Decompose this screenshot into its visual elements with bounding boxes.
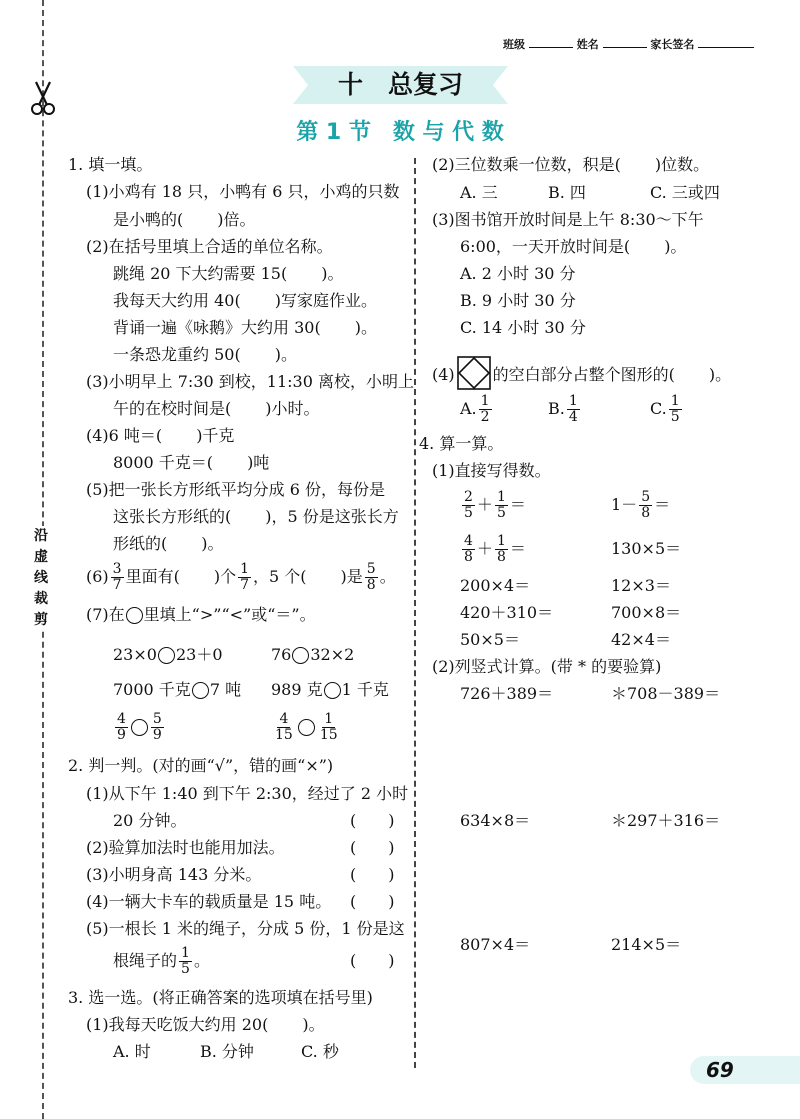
compare-circle[interactable]	[298, 719, 315, 736]
calc-r4-left: 420＋310＝	[460, 603, 554, 622]
q1-p1-line2: 是小鸭的( )倍。	[113, 210, 256, 229]
q3-s1: (1)我每天吃饭大约用 20( )。	[86, 1015, 325, 1034]
calc-r1-left: $\frac{2}{5}$ ＋ $\frac{1}{5}$ ＝	[464, 489, 526, 521]
vertical-calc-4: ＊297＋316＝	[611, 811, 721, 830]
compare-circle[interactable]	[292, 647, 309, 664]
q1-p5-line1: (5)把一张长方形纸平均分成 6 份，每份是	[86, 480, 386, 499]
name-label: 姓名	[576, 38, 599, 51]
compare-4: 989 克 1 千克	[271, 680, 389, 699]
q1-p2-line2: 我每天大约用 40( )写家庭作业。	[113, 291, 377, 310]
compare-circle[interactable]	[158, 647, 175, 664]
q1-p7: (7)在 里填上“>”“<”或“＝”。	[86, 605, 316, 624]
parent-label: 家长签名	[650, 38, 695, 51]
fraction: $\frac{1}{7}$	[240, 561, 250, 593]
square-diamond-icon	[457, 356, 491, 395]
fraction: $\frac{4}{8}$	[464, 533, 473, 565]
fraction: $\frac{1}{4}$	[568, 393, 578, 425]
q1-p5-line3: 形纸的( )。	[113, 534, 224, 553]
vertical-calc-6: 214×5＝	[611, 935, 682, 954]
q1-p2-line1: 跳绳 20 下大约需要 15( )。	[113, 264, 344, 283]
q3-s1-opt-c[interactable]: C. 秒	[301, 1042, 339, 1061]
judge-blank[interactable]: ( )	[350, 838, 395, 857]
q1-p3-line2: 午的在校时间是( )小时。	[113, 399, 320, 418]
fraction: $\frac{5}{8}$	[641, 489, 651, 521]
fraction: $\frac{1}{15}$	[319, 711, 338, 743]
calc-r2-right: 130×5＝	[611, 539, 682, 558]
q2-i2: (2)验算加法时也能用加法。	[86, 838, 285, 857]
fraction: $\frac{5}{8}$	[366, 561, 376, 593]
compare-5	[113, 712, 166, 743]
compare-3: 7000 千克 7 吨	[113, 680, 242, 699]
q2-i4: (4)一辆大卡车的载质量是 15 吨。	[86, 892, 332, 911]
q4-p1: (1)直接写得数。	[432, 461, 551, 480]
class-label: 班级	[503, 38, 525, 51]
circle-icon	[126, 607, 143, 624]
vertical-calc-5: 807×4＝	[460, 935, 531, 954]
vertical-calc-2: ＊708－389＝	[611, 684, 721, 703]
compare-2: 76 32×2	[271, 645, 355, 664]
calc-r5-right: 42×4＝	[611, 630, 671, 649]
calc-r4-right: 700×8＝	[611, 603, 682, 622]
q3-s2: (2)三位数乘一位数，积是( )位数。	[432, 155, 710, 174]
q3-s3-opt-b[interactable]: B. 9 小时 30 分	[460, 291, 576, 310]
q3-s2-opt-b[interactable]: B. 四	[548, 183, 586, 202]
compare-6	[271, 712, 342, 743]
compare-1: 23×0 23＋0	[113, 645, 223, 664]
calc-r3-right: 12×3＝	[611, 576, 671, 595]
fraction: $\frac{5}{9}$	[152, 711, 162, 743]
page-title: 十 总复习	[337, 70, 463, 99]
q3-s4-opt-a[interactable]: A. $\frac{1}{2}$	[460, 393, 490, 425]
q2-i1-line2: 20 分钟。	[113, 811, 187, 830]
q4-title: 4. 算一算。	[419, 434, 504, 453]
calc-r1-right: 1－ $\frac{5}{8}$ ＝	[611, 489, 671, 521]
column-divider	[414, 158, 416, 1068]
q2-i1-line1: (1)从下午 1:40 到下午 2:30，经过了 2 小时	[86, 784, 409, 803]
q3-s1-opt-a[interactable]: A. 时	[113, 1042, 151, 1061]
q2-i5-line1: (5)一根长 1 米的绳子，分成 5 份，1 份是这	[86, 919, 405, 938]
compare-circle[interactable]	[324, 682, 341, 699]
q1-title: 1. 填一填。	[68, 155, 153, 174]
q2-title: 2. 判一判。(对的画“√”，错的画“×”)	[68, 756, 334, 775]
q1-p2-line3: 背诵一遍《咏鹅》大约用 30( )。	[113, 318, 377, 337]
q1-p5-line2: 这张长方形纸的( )，5 份是这张长方	[113, 507, 399, 526]
judge-blank[interactable]: ( )	[350, 892, 395, 911]
page-number: 69	[706, 1058, 734, 1082]
q3-s4-opt-c[interactable]: C. $\frac{1}{5}$	[650, 393, 680, 425]
vertical-calc-3: 634×8＝	[460, 811, 531, 830]
fraction: $\frac{4}{9}$	[117, 711, 126, 743]
fraction: $\frac{1}{5}$	[670, 393, 680, 425]
q3-s3-line2: 6:00，一天开放时间是( )。	[460, 237, 687, 256]
section-title: 第 1 节 数 与 代 数	[296, 120, 504, 145]
fraction: $\frac{1}{8}$	[496, 533, 506, 565]
vertical-calc-1: 726＋389＝	[460, 684, 554, 703]
q3-s4-opt-b[interactable]: B. $\frac{1}{4}$	[548, 393, 578, 425]
q2-i3: (3)小明身高 143 分米。	[86, 865, 262, 884]
compare-circle[interactable]	[131, 719, 148, 736]
calc-r3-left: 200×4＝	[460, 576, 531, 595]
judge-blank[interactable]: ( )	[350, 951, 395, 970]
q1-p4-line2: 8000 千克＝( )吨	[113, 453, 270, 472]
q1-p1-line1: (1)小鸡有 18 只，小鸭有 6 只，小鸡的只数	[86, 182, 400, 201]
calc-r2-left: $\frac{4}{8}$ ＋ $\frac{1}{8}$ ＝	[464, 533, 526, 565]
q1-p6: (6) $\frac{3}{7}$ 里面有( )个 $\frac{1}{7}$ ，5 个( )是 $\frac{5}{8}$ 。	[86, 561, 396, 593]
q3-s3-opt-c[interactable]: C. 14 小时 30 分	[460, 318, 586, 337]
fraction: $\frac{1}{5}$	[496, 489, 506, 521]
fraction: $\frac{3}{7}$	[112, 561, 122, 593]
scissors-icon	[30, 80, 56, 120]
fraction: $\frac{1}{2}$	[480, 393, 490, 425]
judge-blank[interactable]: ( )	[350, 811, 395, 830]
q3-s4: (4) 的空白部分占整个图形的( )。	[432, 356, 731, 395]
parent-field[interactable]	[698, 47, 754, 48]
q3-s2-opt-a[interactable]: A. 三	[460, 183, 498, 202]
q3-s1-opt-b[interactable]: B. 分钟	[200, 1042, 254, 1061]
compare-circle[interactable]	[192, 682, 209, 699]
fraction: $\frac{1}{5}$	[181, 945, 190, 977]
calc-r5-left: 50×5＝	[460, 630, 520, 649]
q4-p2: (2)列竖式计算。(带 * 的要验算)	[432, 657, 662, 676]
q3-title: 3. 选一选。(将正确答案的选项填在括号里)	[68, 988, 373, 1007]
judge-blank[interactable]: ( )	[350, 865, 395, 884]
cut-instruction: 沿虚线裁剪	[34, 526, 52, 631]
class-field[interactable]	[529, 47, 573, 48]
q3-s2-opt-c[interactable]: C. 三或四	[650, 183, 720, 202]
q2-i5-line2: 根绳子的 $\frac{1}{5}$ 。	[113, 945, 210, 977]
q3-s3-opt-a[interactable]: A. 2 小时 30 分	[460, 264, 576, 283]
q1-p4-line1: (4)6 吨＝( )千克	[86, 426, 235, 445]
header-fields	[503, 36, 754, 52]
fraction: $\frac{4}{15}$	[275, 711, 293, 743]
q1-p2-line4: 一条恐龙重约 50( )。	[113, 345, 297, 364]
q1-p3-line1: (3)小明早上 7:30 到校，11:30 离校，小明上	[86, 372, 414, 391]
fraction: $\frac{2}{5}$	[464, 489, 473, 521]
name-field[interactable]	[603, 47, 647, 48]
q3-s3-line1: (3)图书馆开放时间是上午 8:30～下午	[432, 210, 704, 229]
q1-p2: (2)在括号里填上合适的单位名称。	[86, 237, 333, 256]
